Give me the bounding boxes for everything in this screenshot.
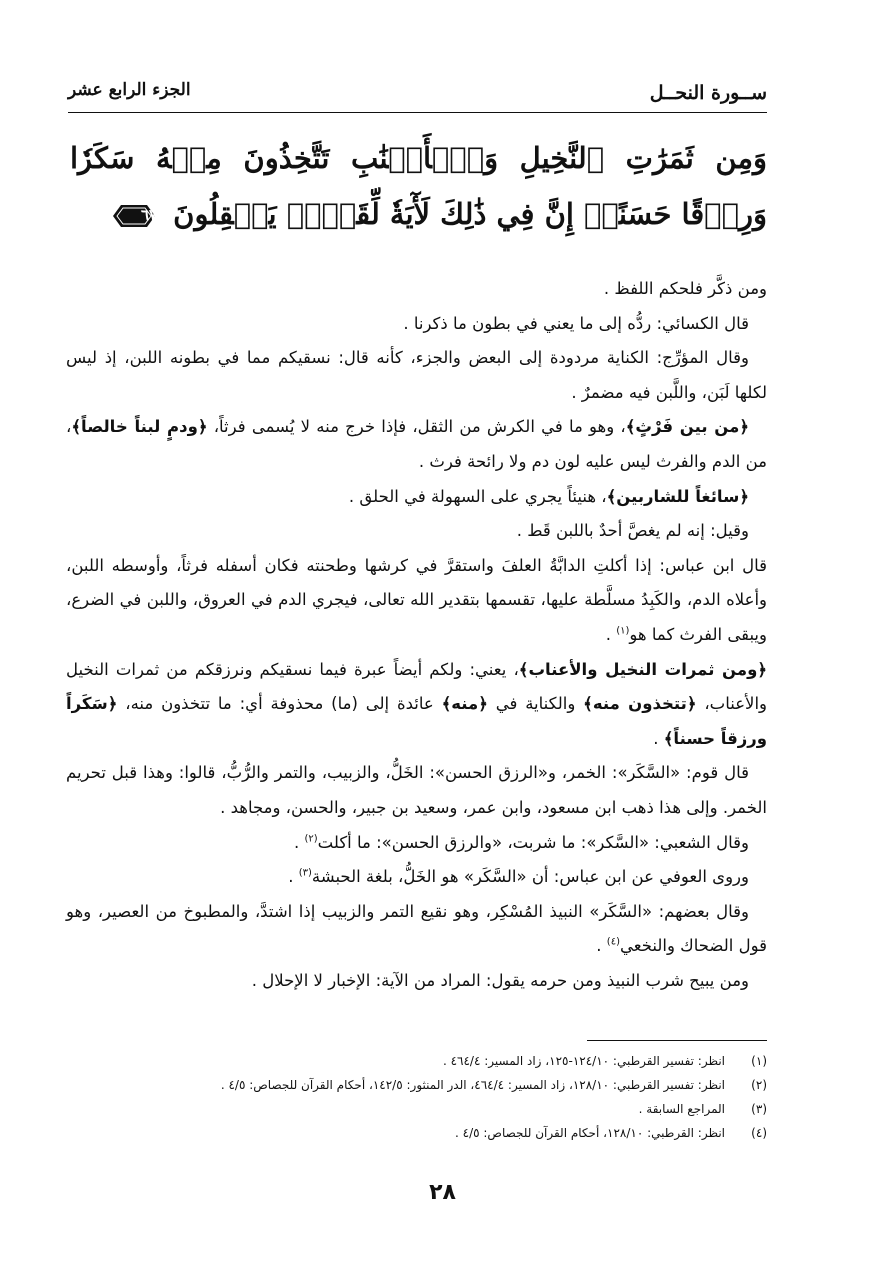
- paragraph: [66, 307, 767, 342]
- paragraph-text: وقال الشعبي: «السَّكر»: ما شربت، «والرزق الحسن»: ما أكلت: [317, 832, 749, 852]
- paragraph-text: ، وهو ما في الكرش من الثقل، فإذا خرج منه لا يُسمى فرثاً،: [207, 417, 626, 437]
- footnote-item: [80, 1073, 767, 1097]
- paragraph-text: .: [288, 867, 299, 887]
- paragraph: [66, 272, 767, 307]
- paragraph-text: ، يعني: ولكم أيضاً عبرة فيما نسقيكم ونرزقكم من ثمرات النخيل والأعناب،: [66, 659, 768, 714]
- paragraph-text: وروى العوفي عن ابن عباس: أن «السَّكَر» هو الخَلُّ، بلغة الحبشة: [311, 867, 749, 887]
- paragraph: [66, 895, 767, 964]
- footnote-item: [80, 1097, 767, 1121]
- paragraph-text: .: [605, 624, 617, 644]
- page-number: ٢٨: [429, 1180, 456, 1205]
- paragraph-text: والكناية في: [487, 694, 584, 714]
- footnote-number: (٣): [751, 1102, 767, 1116]
- quran-quote: ﴿سائغاً للشاربين﴾: [606, 486, 749, 506]
- footnote-number: (٢): [751, 1078, 767, 1092]
- paragraph-text: عائدة إلى (ما) محذوفة أي: ما تتخذون منه،: [117, 694, 442, 714]
- paragraph: [66, 410, 767, 479]
- commentary-body: [66, 272, 767, 998]
- paragraph-text: قال قوم: «السَّكَر»: الخمر، و«الرزق الحسن»: الخَلُّ، والزبيب، والتمر والرُّبُّ، قالوا: وهذا قبل تحريم الخمر. وإلى هذا ذهب ابن مسعود، وابن عمر، وسعيد بن جبير، والحسن، ومجاهد .: [66, 763, 767, 817]
- paragraph-text: .: [653, 728, 664, 748]
- paragraph-text: .: [293, 832, 305, 852]
- footnote-item: [80, 1121, 767, 1145]
- paragraph: [66, 514, 767, 549]
- quran-quote: ﴿منه﴾: [441, 694, 488, 714]
- quran-verse: [70, 130, 767, 256]
- footnote-text: انظر: تفسير القرطبي: ١٢٨/١٠، زاد المسير: ٤٦٤/٤، الدر المنثور: ١٤٢/٥، أحكام القرآن للجصاص: ٤/٥ .: [220, 1078, 725, 1092]
- verse-text: وَمِن ثَمَرَٰتِ ٱلنَّخِيلِ وَٱلۡأَعۡنَٰبِ تَتَّخِذُونَ مِنۡهُ سَكَرٗا وَرِزۡقًا حَسَنًاۗ إِنَّ فِي ذَٰلِكَ لَأٓيَةٗ لِّقَوۡمٖ يَعۡقِلُونَ: [70, 141, 767, 231]
- paragraph-text: وقال بعضهم: «السَّكَر» النبيذ المُسْكِر، وهو نقيع التمر والزبيب إذا اشتدَّ، والمطبوخ من العصير، وهو قول الضحاك والنخعي: [66, 901, 767, 956]
- paragraph-text: وقال المؤرِّج: الكناية مردودة إلى البعض والجزء، كأنه قال: نسقيكم مما في بطونه اللبن، إذ ليس لكلها لَبَن، واللَّبن فيه مضمرٌ .: [66, 348, 767, 402]
- paragraph: [66, 480, 767, 515]
- footnote-ref[interactable]: (٤): [606, 936, 620, 948]
- paragraph: [66, 860, 767, 895]
- footnote-item: [80, 1049, 767, 1073]
- quran-quote: ﴿ودمٍ لبناً خالصاً﴾: [71, 417, 208, 437]
- paragraph-text: ومن يبيح شرب النبيذ ومن حرمه يقول: المراد من الآية: الإخبار لا الإحلال .: [251, 970, 749, 990]
- footnote-divider: [587, 1040, 767, 1041]
- juz-title: الجزء الرابع عشر: [68, 80, 191, 100]
- quran-quote: ﴿ومن ثمرات النخيل والأعناب﴾: [518, 659, 767, 679]
- paragraph: [66, 341, 767, 410]
- paragraph: [66, 964, 767, 999]
- page-header: [68, 72, 767, 113]
- paragraph: [66, 756, 767, 825]
- paragraph-text: وقيل: إنه لم يغصَّ أحدٌ باللبن قَط .: [516, 521, 749, 541]
- footnote-text: انظر: تفسير القرطبي: ١٢٤/١٠-١٢٥، زاد المسير: ٤٦٤/٤ .: [442, 1054, 725, 1068]
- ayah-number: ٦٧: [140, 206, 158, 224]
- footnote-text: انظر: القرطبي: ١٢٨/١٠، أحكام القرآن للجصاص: ٤/٥ .: [455, 1126, 725, 1140]
- quran-quote: ﴿من بين فَرْثٍ﴾: [625, 417, 749, 437]
- footnote-number: (٤): [751, 1126, 767, 1140]
- paragraph-text: ، هنيئاً يجري على السهولة في الحلق .: [348, 486, 607, 506]
- footnote-ref[interactable]: (٣): [298, 867, 312, 879]
- paragraph: [66, 826, 767, 861]
- footnote-ref[interactable]: (٢): [304, 833, 318, 844]
- footnote-number: (١): [751, 1054, 767, 1068]
- paragraph: [66, 549, 767, 653]
- footnote-text: المراجع السابقة .: [638, 1102, 725, 1116]
- surah-title: ســورة النحــل: [649, 82, 767, 104]
- paragraph-text: ، من الدم والفرث ليس عليه لون دم ولا رائحة فرث .: [66, 417, 767, 471]
- paragraph-text: قال الكسائي: ردُّه إلى ما يعني في بطون ما ذكرنا .: [403, 313, 749, 333]
- paragraph-text: .: [596, 936, 607, 956]
- footnote-ref[interactable]: (١): [616, 625, 630, 637]
- paragraph-text: ومن ذكَّر فلحكم اللفظ .: [603, 279, 767, 298]
- footnotes: [80, 1049, 767, 1145]
- ayah-marker: [111, 201, 157, 231]
- paragraph: [66, 653, 767, 757]
- quran-quote: ﴿سَكَراً ورزقاً حسناً﴾: [66, 694, 767, 748]
- paragraph-text: قال ابن عباس: إذا أكلتِ الدابَّةُ العلفَ واستقرَّ في كرشها وطحنته فكان أسفله فرثاً، وأوسطه اللبن، وأعلاه الدم، والكَبِدُ مسلَّطة عليها، تقسمها بتقدير الله تعالى، فيجري الدم في العروق، واللبن في الضرع، ويبقى الفرث كما هو: [66, 555, 767, 644]
- quran-quote: ﴿تتخذون منه﴾: [583, 694, 697, 714]
